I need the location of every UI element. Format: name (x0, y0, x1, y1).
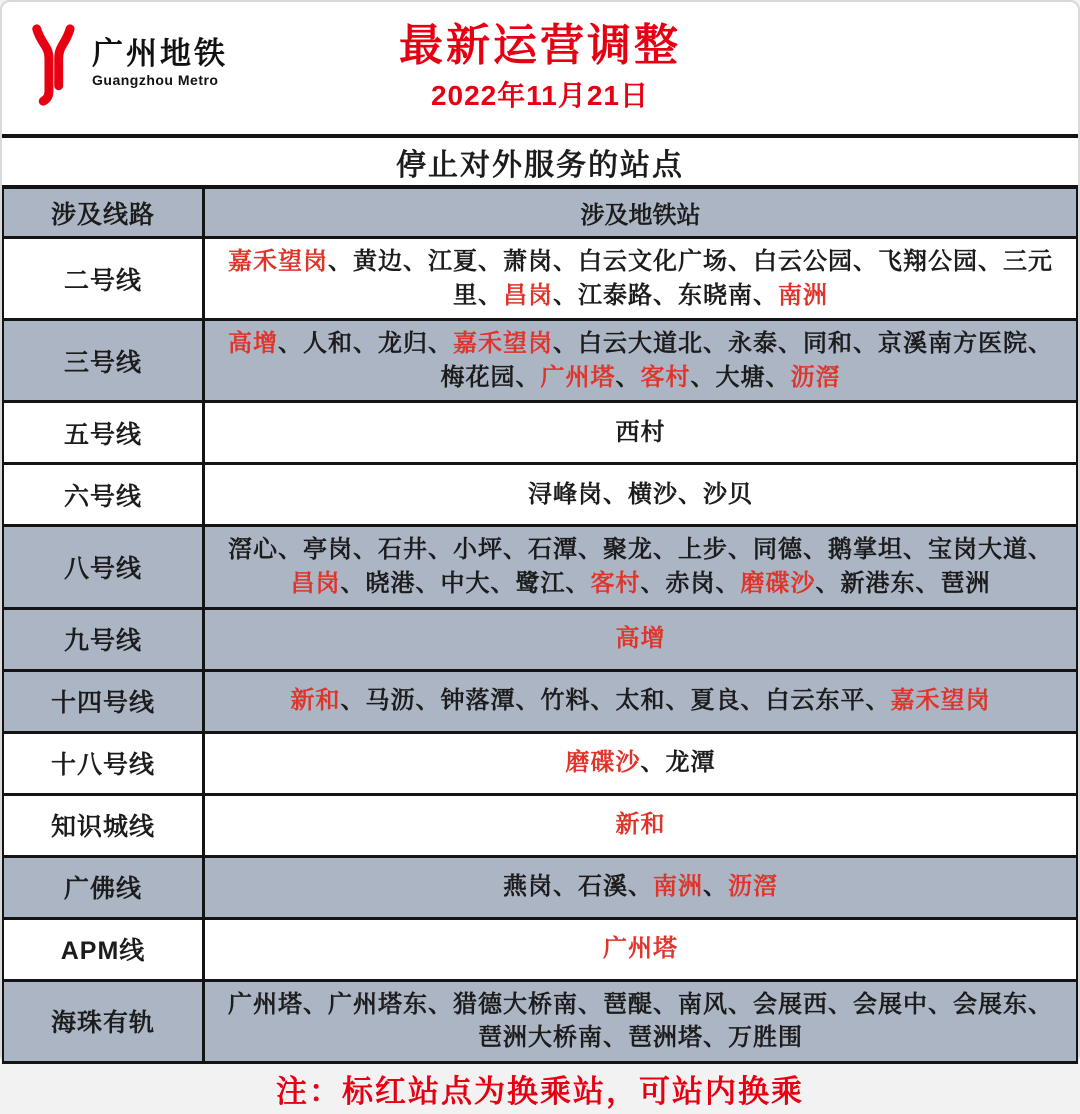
station-separator: 、 (740, 687, 766, 715)
stations-cell (205, 403, 1076, 462)
table-row (4, 858, 1076, 920)
line-name-cell: 三号线 (4, 321, 205, 400)
station-name: 江泰路 (578, 281, 653, 309)
station-name: 琶洲塔 (628, 1024, 703, 1052)
station-name: 江夏 (428, 248, 478, 275)
station-separator: 、 (703, 873, 728, 901)
station-name-transfer: 南洲 (778, 281, 828, 309)
station-name: 聚龙 (603, 536, 653, 564)
table-row (4, 527, 1076, 609)
stations-cell (205, 796, 1076, 855)
station-separator: 、 (728, 248, 753, 275)
line-name-cell: 十八号线 (4, 734, 205, 793)
station-separator: 、 (278, 536, 303, 564)
stations-list (616, 808, 666, 842)
station-name: 万胜围 (728, 1024, 803, 1052)
station-separator: 、 (415, 687, 441, 715)
station-separator: 、 (403, 248, 428, 275)
line-name-cell: 八号线 (4, 527, 205, 606)
metro-logo-icon (26, 24, 80, 102)
station-separator: 、 (353, 536, 378, 564)
station-name: 夏良 (690, 687, 741, 715)
station-separator: 、 (753, 281, 778, 309)
station-name-transfer: 昌岗 (503, 281, 553, 309)
stations-cell (205, 610, 1076, 669)
stations-list (616, 416, 666, 450)
station-separator: 、 (628, 873, 653, 901)
station-separator: 、 (340, 687, 366, 715)
station-name: 浔峰岗 (528, 481, 603, 509)
stations-list (528, 478, 753, 512)
station-name: 南风 (678, 990, 728, 1018)
line-name-cell: 五号线 (4, 403, 205, 462)
station-name: 龙潭 (665, 749, 716, 777)
stations-cell (205, 858, 1076, 917)
stations-cell (205, 672, 1076, 731)
station-name: 竹料 (540, 687, 591, 715)
stations-list (219, 245, 1062, 312)
station-separator: 、 (903, 536, 928, 564)
table-row (4, 796, 1076, 858)
station-name-transfer: 嘉禾望岗 (453, 330, 553, 358)
station-separator: 、 (603, 481, 628, 509)
stations-cell (205, 239, 1076, 318)
station-name: 西村 (615, 419, 666, 447)
station-name: 大塘 (715, 363, 766, 391)
station-name: 三元里 (453, 248, 1053, 309)
station-name: 中大 (440, 569, 491, 597)
station-name: 鹅掌坦 (828, 536, 903, 564)
station-separator: 、 (778, 330, 803, 358)
station-name: 宝岗大道 (928, 536, 1028, 564)
station-name: 晓港 (365, 569, 416, 597)
station-separator: 、 (1028, 536, 1053, 564)
station-separator: 、 (853, 248, 878, 275)
station-name-transfer: 昌岗 (290, 569, 341, 597)
station-separator: 、 (553, 330, 578, 358)
section-banner-title: 停止对外服务的站点 (396, 148, 684, 182)
station-name: 萧岗 (503, 248, 553, 275)
station-separator: 、 (765, 363, 791, 391)
line-name-cell: 知识城线 (4, 796, 205, 855)
station-name: 滘心 (228, 536, 278, 564)
column-header-stations: 涉及地铁站 (580, 202, 701, 229)
station-separator: 、 (815, 569, 841, 597)
line-name-cell: 海珠有轨 (4, 982, 205, 1061)
station-name: 小坪 (453, 536, 503, 564)
station-separator: 、 (328, 248, 353, 275)
table-row (4, 239, 1076, 321)
station-separator: 、 (553, 248, 578, 275)
station-separator: 、 (553, 281, 578, 309)
table-row (4, 403, 1076, 465)
stations-list (219, 533, 1062, 600)
station-separator: 、 (640, 749, 666, 777)
station-name-transfer: 沥滘 (728, 873, 778, 901)
station-separator: 、 (353, 330, 378, 358)
station-name: 燕岗 (503, 873, 553, 901)
station-separator: 、 (653, 281, 678, 309)
stations-cell (205, 321, 1076, 400)
station-name: 同和 (803, 330, 853, 358)
stations-list (616, 622, 666, 656)
station-separator: 、 (915, 569, 941, 597)
station-separator: 、 (703, 330, 728, 358)
station-separator: 、 (928, 990, 953, 1018)
station-separator: 、 (515, 687, 541, 715)
stations-cell (205, 527, 1076, 606)
station-name: 石溪 (578, 873, 628, 901)
station-name-transfer: 嘉禾望岗 (890, 687, 991, 715)
station-name-transfer: 新和 (290, 687, 341, 715)
station-name: 京溪南方医院 (878, 330, 1028, 358)
station-separator: 、 (728, 536, 753, 564)
logo-wordmark (92, 38, 228, 88)
table-row (4, 465, 1076, 527)
station-separator: 、 (640, 569, 666, 597)
table-row (4, 920, 1076, 982)
station-separator: 、 (553, 873, 578, 901)
station-name: 马沥 (365, 687, 416, 715)
station-name: 鹭江 (515, 569, 566, 597)
logo-text-en: Guangzhou Metro (92, 71, 219, 88)
section-banner (2, 134, 1078, 189)
station-name-transfer: 沥滘 (790, 363, 841, 391)
station-separator: 、 (1028, 330, 1053, 358)
stations-list (291, 684, 991, 718)
station-name: 横沙 (628, 481, 678, 509)
station-name: 会展西 (753, 990, 828, 1018)
station-separator: 、 (653, 536, 678, 564)
stations-table (2, 189, 1078, 1064)
station-separator: 、 (865, 687, 891, 715)
station-name: 琶洲大桥南 (478, 1024, 603, 1052)
station-name: 龙归 (378, 330, 428, 358)
station-name: 白云公园 (753, 248, 853, 275)
stations-cell (205, 920, 1076, 979)
station-name: 人和 (303, 330, 353, 358)
table-header-row (4, 189, 1076, 239)
station-separator: 、 (303, 990, 328, 1018)
logo-text-cn: 广州地铁 (92, 36, 228, 72)
station-separator: 、 (615, 363, 641, 391)
station-separator: 、 (853, 330, 878, 358)
station-separator: 、 (715, 569, 741, 597)
station-separator: 、 (478, 248, 503, 275)
station-separator: 、 (665, 687, 691, 715)
station-separator: 、 (590, 687, 616, 715)
station-name: 太和 (615, 687, 666, 715)
line-name-cell: 六号线 (4, 465, 205, 524)
station-separator: 、 (728, 990, 753, 1018)
station-name: 黄边 (353, 248, 403, 275)
station-separator: 、 (415, 569, 441, 597)
table-row (4, 321, 1076, 403)
stations-list (503, 870, 778, 904)
station-separator: 、 (1028, 990, 1053, 1018)
station-name: 赤岗 (665, 569, 716, 597)
line-name-cell: 广佛线 (4, 858, 205, 917)
table-row (4, 610, 1076, 672)
guangzhou-metro-logo (26, 24, 228, 102)
station-name-transfer: 广州塔 (603, 935, 678, 963)
station-separator: 、 (478, 281, 503, 309)
station-separator: 、 (653, 990, 678, 1018)
station-name: 东晓南 (678, 281, 753, 309)
stations-list (566, 746, 716, 780)
page-title: 最新运营调整 (399, 21, 681, 70)
page-date: 2022年11月21日 (430, 80, 650, 112)
station-separator: 、 (503, 536, 528, 564)
station-name-transfer: 磨碟沙 (740, 569, 816, 597)
station-separator: 、 (428, 536, 453, 564)
station-name: 永泰 (728, 330, 778, 358)
station-name: 白云大道北 (578, 330, 703, 358)
station-separator: 、 (565, 569, 591, 597)
stations-list (219, 327, 1062, 394)
stations-cell (205, 465, 1076, 524)
station-name: 钟落潭 (440, 687, 516, 715)
station-name: 琶醍 (603, 990, 653, 1018)
station-name: 新港东 (840, 569, 916, 597)
table-row (4, 672, 1076, 734)
station-name-transfer: 南洲 (653, 873, 703, 901)
station-separator: 、 (678, 481, 703, 509)
station-separator: 、 (603, 1024, 628, 1052)
station-separator: 、 (578, 990, 603, 1018)
column-header-lines: 涉及线路 (4, 189, 205, 236)
station-separator: 、 (278, 330, 303, 358)
station-name: 亭岗 (303, 536, 353, 564)
table-body (4, 239, 1076, 1064)
station-name: 会展东 (953, 990, 1028, 1018)
station-separator: 、 (578, 536, 603, 564)
station-name-transfer: 新和 (615, 811, 666, 839)
station-name-transfer: 高增 (228, 330, 278, 358)
station-separator: 、 (690, 363, 716, 391)
station-name-transfer: 广州塔 (540, 363, 616, 391)
station-separator: 、 (340, 569, 366, 597)
station-name: 猎德大桥南 (453, 990, 578, 1018)
line-name-cell: 十四号线 (4, 672, 205, 731)
station-name: 上步 (678, 536, 728, 564)
stations-cell (205, 982, 1076, 1061)
stations-cell (205, 734, 1076, 793)
line-name-cell: APM线 (4, 920, 205, 979)
station-name-transfer: 客村 (590, 569, 641, 597)
station-separator: 、 (428, 330, 453, 358)
station-separator: 、 (515, 363, 541, 391)
station-name-transfer: 嘉禾望岗 (228, 248, 328, 275)
station-name: 白云文化广场 (578, 248, 728, 275)
station-name: 同德 (753, 536, 803, 564)
station-name: 沙贝 (703, 481, 753, 509)
station-name: 琶洲 (940, 569, 991, 597)
station-name-transfer: 磨碟沙 (565, 749, 641, 777)
station-separator: 、 (978, 248, 1003, 275)
line-name-cell: 九号线 (4, 610, 205, 669)
station-separator: 、 (490, 569, 516, 597)
station-name-transfer: 客村 (640, 363, 691, 391)
station-separator: 、 (828, 990, 853, 1018)
station-separator: 、 (703, 1024, 728, 1052)
station-name-transfer: 高增 (615, 625, 666, 653)
station-name: 梅花园 (440, 363, 516, 391)
footer-note: 注：标红站点为换乘站，可站内换乘 (276, 1074, 804, 1110)
station-name: 白云东平 (765, 687, 866, 715)
table-row (4, 982, 1076, 1064)
line-name-cell: 二号线 (4, 239, 205, 318)
station-name: 会展中 (853, 990, 928, 1018)
station-name: 石井 (378, 536, 428, 564)
page-header (2, 2, 1078, 134)
stations-list (219, 988, 1062, 1055)
station-separator: 、 (428, 990, 453, 1018)
table-row (4, 734, 1076, 796)
station-separator: 、 (803, 536, 828, 564)
station-name: 石潭 (528, 536, 578, 564)
station-name: 广州塔 (228, 990, 303, 1018)
station-name: 广州塔东 (328, 990, 428, 1018)
stations-list (603, 932, 678, 966)
station-name: 飞翔公园 (878, 248, 978, 275)
